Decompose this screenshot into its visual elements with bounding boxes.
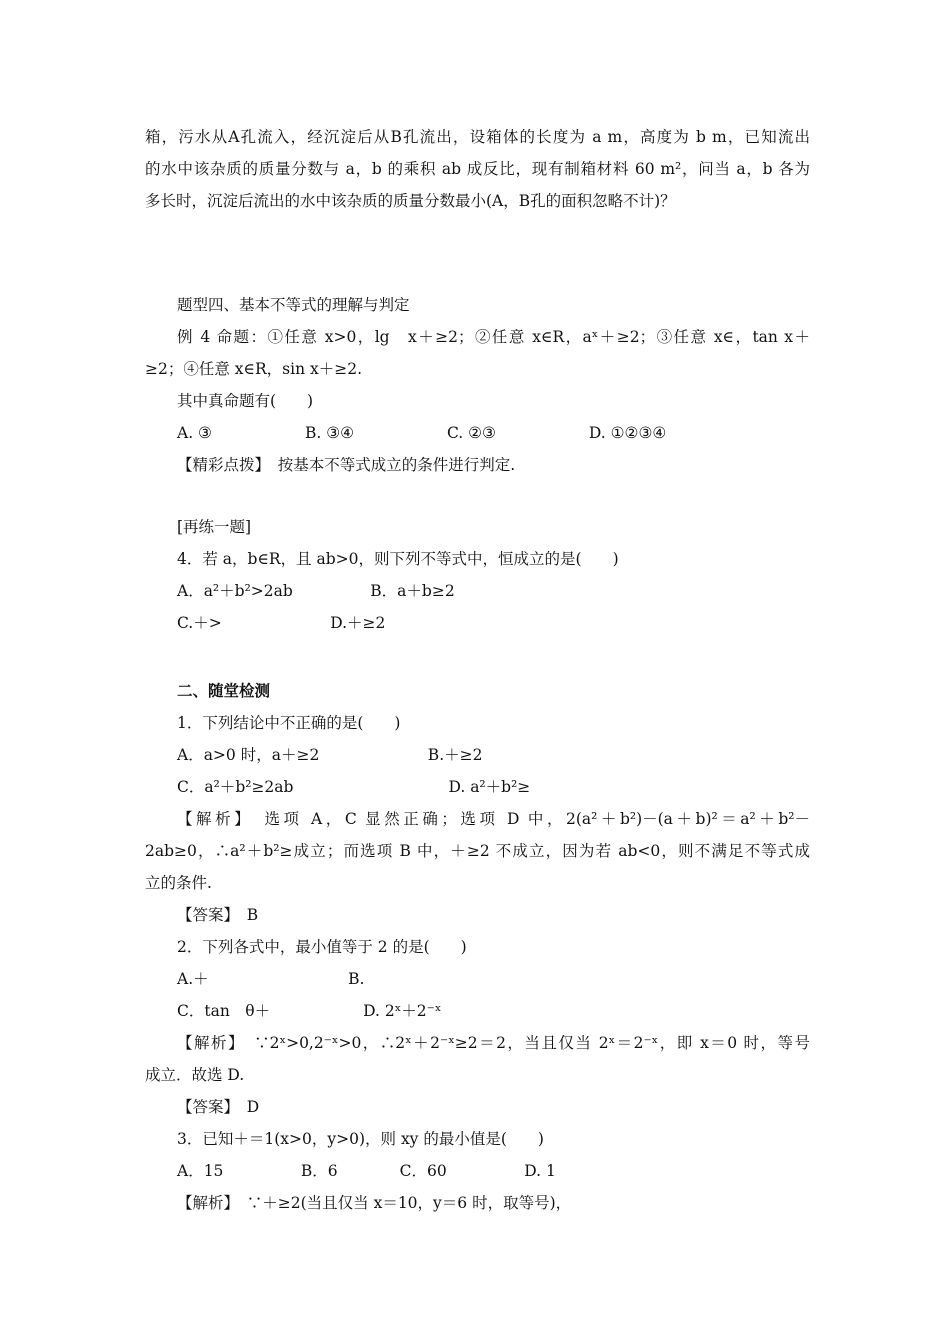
question-text: 2．下列各式中，最小值等于 2 的是( ): [177, 938, 467, 956]
section-heading: 二、随堂检测: [177, 681, 271, 700]
options-line: A．a>0 时，a＋≥2 B.＋≥2: [177, 746, 483, 764]
example-text: 例 4 命题：①任意 x>0，lg x＋≥2；②任意 x∈R，aˣ＋≥2；③任意 x∈，tan x＋: [177, 328, 810, 346]
analysis-line: 2ab≥0，∴a²＋b²≥成立；而选项 B 中，＋≥2 不成立，因为若 ab<0，则不满足不等式成: [145, 842, 810, 860]
analysis-line: 立的条件.: [145, 874, 212, 892]
text-line: 多长时，沉淀后流出的水中该杂质的质量分数最小(A，B孔的面积忽略不计)？: [145, 192, 676, 210]
options-line: A．15 B．6 C．60 D. 1: [177, 1162, 556, 1180]
question-text: 其中真命题有( ): [177, 392, 314, 410]
hint-line: 【精彩点拨】 按基本不等式成立的条件进行判定.: [177, 456, 516, 474]
analysis-line: 【解析】 ∵2ˣ>0,2⁻ˣ>0，∴2ˣ＋2⁻ˣ≥2＝2，当且仅当 2ˣ＝2⁻ˣ，即 x＝0 时，等号: [177, 1034, 810, 1052]
options-line: C．a²＋b²≥2ab D. a²＋b²≥: [177, 778, 531, 796]
answer-line: 【答案】 D: [177, 1098, 260, 1116]
practice-heading: [再练一题]: [177, 518, 252, 536]
options-line: C.＋> D.＋≥2: [177, 614, 386, 632]
analysis-line: 【解析】 ∵＋≥2(当且仅当 x＝10，y＝6 时，取等号)，: [177, 1194, 572, 1212]
options-line: C．tan θ＋ D. 2ˣ＋2⁻ˣ: [177, 1002, 442, 1020]
analysis-line: 成立．故选 D.: [145, 1066, 245, 1084]
options-line: A．a²＋b²>2ab B．a＋b≥2: [177, 582, 455, 600]
options-line: A.＋ B.: [177, 970, 365, 988]
text-line: 箱，污水从A孔流入，经沉淀后从B孔流出，设箱体的长度为 a m，高度为 b m，已知流出: [145, 128, 810, 146]
question-text: 1．下列结论中不正确的是( ): [177, 714, 401, 732]
analysis-line: 【解析】 选项 A，C 显然正确；选项 D 中，2(a²＋b²)－(a＋b)²＝a²＋b²－: [177, 810, 810, 828]
options-line: A. ③ B. ③④ C. ②③ D. ①②③④: [177, 424, 667, 442]
text-line: 的水中该杂质的质量分数与 a，b 的乘积 ab 成反比，现有制箱材料 60 m²，问当 a，b 各为: [145, 160, 810, 178]
answer-line: 【答案】 B: [177, 906, 259, 924]
question-text: 3．已知＋＝1(x>0，y>0)，则 xy 的最小值是( ): [177, 1130, 544, 1148]
example-text: ≥2；④任意 x∈R，sin x＋≥2.: [145, 360, 363, 378]
section-heading: 题型四、基本不等式的理解与判定: [177, 296, 410, 314]
question-text: 4．若 a，b∈R，且 ab>0，则下列不等式中，恒成立的是( ): [177, 550, 619, 568]
